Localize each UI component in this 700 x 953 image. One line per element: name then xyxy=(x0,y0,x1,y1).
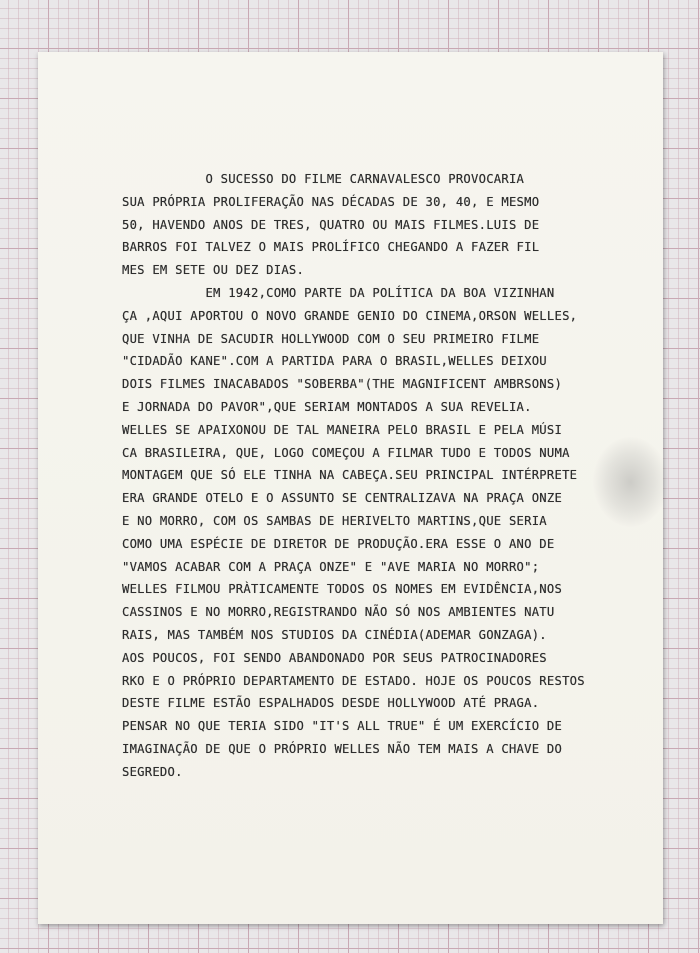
text-line: E JORNADA DO PAVOR",QUE SERIAM MONTADOS A SUA REVELIA. xyxy=(122,399,532,414)
typewritten-sheet xyxy=(38,52,663,924)
ink-smudge xyxy=(593,437,668,527)
text-line: WELLES FILMOU PRÀTICAMENTE TODOS OS NOMES EM EVIDÊNCIA,NOS xyxy=(122,582,563,597)
text-line: AOS POUCOS, FOI SENDO ABANDONADO POR SEUS PATROCINADORES xyxy=(122,650,547,665)
text-line: "CIDADÃO KANE".COM A PARTIDA PARA O BRASIL,WELLES DEIXOU xyxy=(122,354,547,369)
text-line: RKO E O PRÓPRIO DEPARTAMENTO DE ESTADO. HOJE OS POUCOS RESTOS xyxy=(122,673,585,688)
text-line: SUA PRÓPRIA PROLIFERAÇÃO NAS DÉCADAS DE 30, 40, E MESMO xyxy=(122,194,540,209)
text-line: 50, HAVENDO ANOS DE TRES, QUATRO OU MAIS FILMES.LUIS DE xyxy=(122,217,540,232)
text-line: WELLES SE APAIXONOU DE TAL MANEIRA PELO BRASIL E PELA MÚSI xyxy=(122,422,563,437)
text-line: E NO MORRO, COM OS SAMBAS DE HERIVELTO MARTINS,QUE SERIA xyxy=(122,513,547,528)
text-line: CA BRASILEIRA, QUE, LOGO COMEÇOU A FILMAR TUDO E TODOS NUMA xyxy=(122,445,570,460)
text-line: MONTAGEM QUE SÓ ELE TINHA NA CABEÇA.SEU PRINCIPAL INTÉRPRETE xyxy=(122,468,578,483)
typed-text-body xyxy=(122,168,585,784)
text-line: IMAGINAÇÃO DE QUE O PRÓPRIO WELLES NÃO TEM MAIS A CHAVE DO xyxy=(122,741,563,756)
text-line: O SUCESSO DO FILME CARNAVALESCO PROVOCARIA xyxy=(122,172,525,186)
text-line: QUE VINHA DE SACUDIR HOLLYWOOD COM O SEU PRIMEIRO FILME xyxy=(122,331,540,346)
text-line: SEGREDO. xyxy=(122,764,183,779)
text-line: ERA GRANDE OTELO E O ASSUNTO SE CENTRALIZAVA NA PRAÇA ONZE xyxy=(122,491,563,506)
text-line: BARROS FOI TALVEZ O MAIS PROLÍFICO CHEGANDO A FAZER FIL xyxy=(122,240,540,255)
text-line: COMO UMA ESPÉCIE DE DIRETOR DE PRODUÇÃO.ERA ESSE O ANO DE xyxy=(122,536,555,551)
text-line: DOIS FILMES INACABADOS "SOBERBA"(THE MAGNIFICENT AMBRSONS) xyxy=(122,377,563,392)
text-line: DESTE FILME ESTÃO ESPALHADOS DESDE HOLLYWOOD ATÉ PRAGA. xyxy=(122,696,540,711)
text-line: MES EM SETE OU DEZ DIAS. xyxy=(122,263,305,278)
text-line: ÇA ,AQUI APORTOU O NOVO GRANDE GENIO DO CINEMA,ORSON WELLES, xyxy=(122,308,578,323)
text-line: PENSAR NO QUE TERIA SIDO "IT'S ALL TRUE" É UM EXERCÍCIO DE xyxy=(122,719,563,734)
text-line: "VAMOS ACABAR COM A PRAÇA ONZE" E "AVE MARIA NO MORRO"; xyxy=(122,559,540,574)
text-line: EM 1942,COMO PARTE DA POLÍTICA DA BOA VIZINHAN xyxy=(122,285,555,300)
text-line: RAIS, MAS TAMBÉM NOS STUDIOS DA CINÉDIA(ADEMAR GONZAGA). xyxy=(122,627,547,642)
text-line: CASSINOS E NO MORRO,REGISTRANDO NÃO SÓ NOS AMBIENTES NATU xyxy=(122,605,555,620)
